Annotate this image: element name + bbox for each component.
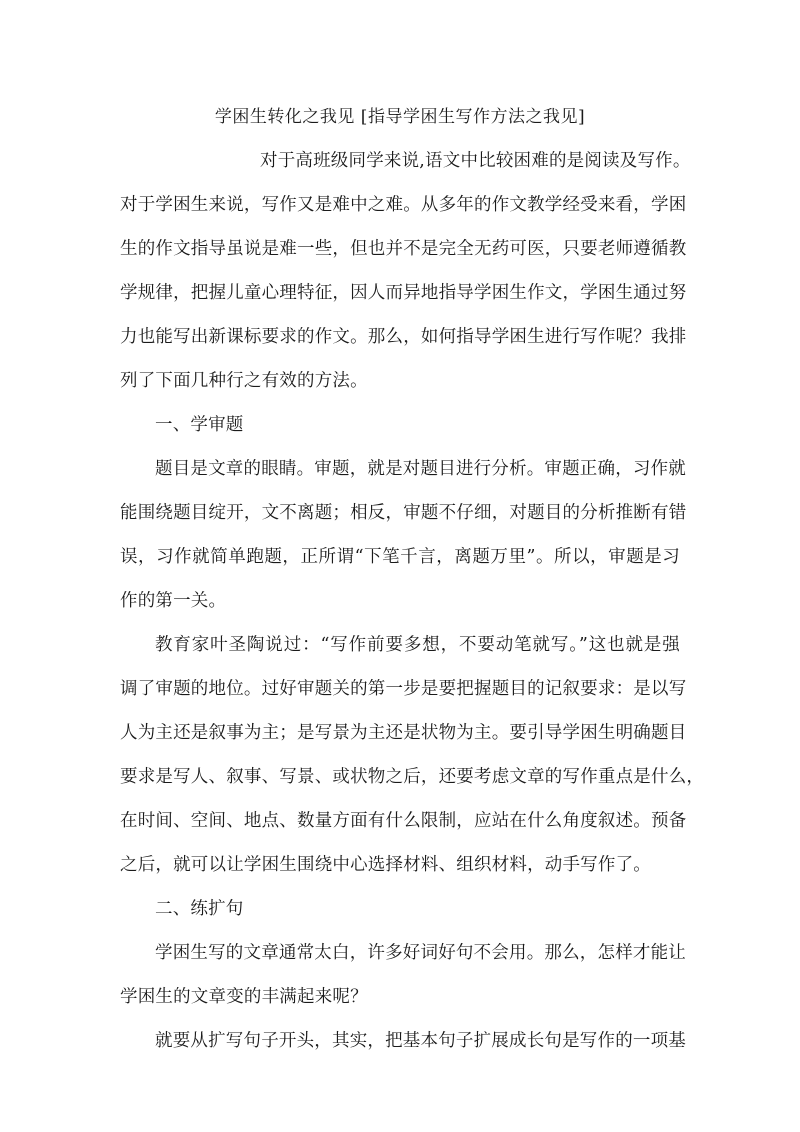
intro-line-4: 学规律，把握儿童心理特征，因人而异地指导学困生作文，学困生通过努: [120, 283, 687, 303]
section1-para2-line-3: 人为主还是叙事为主；是写景为主还是状物为主。要引导学困生明确题目: [120, 723, 687, 743]
section1-para2-line-1: 教育家叶圣陶说过：“写作前要多想，不要动笔就写。”这也就是强: [155, 635, 680, 655]
intro-line-1: 对于高班级同学来说,语文中比较困难的是阅读及写作。: [260, 151, 691, 171]
section1-heading: 一、学审题: [155, 415, 244, 435]
section1-para1-line-3: 误，习作就简单跑题，正所谓“下笔千言，离题万里”。所以，审题是习: [120, 547, 680, 567]
intro-line-3: 生的作文指导虽说是难一些，但也并不是完全无药可医，只要老师遵循教: [120, 239, 687, 259]
section1-para2-line-5: 在时间、空间、地点、数量方面有什么限制，应站在什么角度叙述。预备: [120, 811, 687, 831]
intro-line-5: 力也能写出新课标要求的作文。那么，如何指导学困生进行写作呢？我排: [120, 327, 687, 347]
intro-line-2: 对于学困生来说，写作又是难中之难。从多年的作文教学经受来看，学困: [120, 195, 687, 215]
section2-para1-line-1: 学困生写的文章通常太白，许多好词好句不会用。那么，怎样才能让: [155, 943, 686, 963]
section1-para1-line-2: 能围绕题目绽开，文不离题；相反，审题不仔细，对题目的分析推断有错: [120, 503, 687, 523]
section2-heading: 二、练扩句: [155, 899, 244, 919]
intro-line-6: 列了下面几种行之有效的方法。: [120, 371, 368, 391]
section1-para1-line-4: 作的第一关。: [120, 591, 227, 611]
document-title: 学困生转化之我见 [指导学困生写作方法之我见]: [214, 107, 586, 127]
section1-para2-line-2: 调了审题的地位。过好审题关的第一步是要把握题目的记叙要求：是以写: [120, 679, 687, 699]
section2-para1-line-2: 学困生的文章变的丰满起来呢？: [120, 987, 368, 1007]
section1-para1-line-1: 题目是文章的眼睛。审题，就是对题目进行分析。审题正确，习作就: [155, 459, 686, 479]
section2-para2-line-1: 就要从扩写句子开头，其实，把基本句子扩展成长句是写作的一项基: [155, 1031, 686, 1051]
section1-para2-line-4: 要求是写人、叙事、写景、或状物之后，还要考虑文章的写作重点是什么，: [120, 767, 705, 787]
section1-para2-line-6: 之后，就可以让学困生围绕中心选择材料、组织材料，动手写作了。: [120, 855, 651, 875]
